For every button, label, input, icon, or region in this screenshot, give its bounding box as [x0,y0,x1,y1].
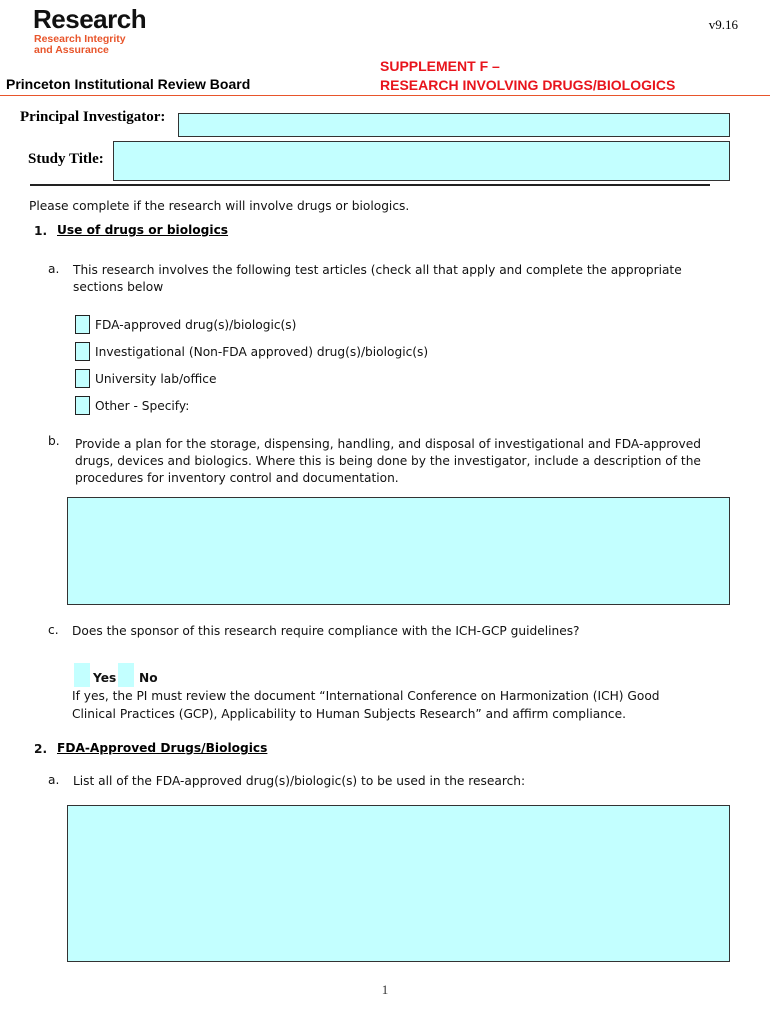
item-1a-text-line2: sections below [73,280,164,294]
section1-heading: Use of drugs or biologics [57,223,229,237]
option-investigational: Investigational (Non-FDA approved) drug(s)/biologic(s) [95,345,429,359]
storage-plan-textarea[interactable] [67,497,730,605]
board-name: Princeton Institutional Review Board [6,76,251,92]
option-fda-approved: FDA-approved drug(s)/biologic(s) [95,318,297,332]
logo-subtitle-line1: Research Integrity [34,33,126,45]
fda-drugs-textarea[interactable] [67,805,730,962]
pi-label: Principal Investigator: [20,109,166,125]
ich-note-line2: Clinical Practices (GCP), Applicability to Human Subjects Research” and affirm compliance. [72,707,627,721]
item-1a-marker: a. [48,262,60,276]
study-title-label: Study Title: [28,151,104,167]
item-1a-text-line1: This research involves the following test articles (check all that apply and complete the appropriate [73,263,682,277]
checkbox-investigational[interactable] [75,342,90,361]
checkbox-university-lab[interactable] [75,369,90,388]
logo-subtitle-line2: and Assurance [34,44,109,56]
item-1c-question: Does the sponsor of this research require compliance with the ICH-GCP guidelines? [72,624,580,638]
checkbox-other[interactable] [75,396,90,415]
intro-text: Please complete if the research will involve drugs or biologics. [29,199,410,213]
supplement-title-line2: RESEARCH INVOLVING DRUGS/BIOLOGICS [380,77,676,93]
item-1b-text-line1: Provide a plan for the storage, dispensing, handling, and disposal of investigational and FDA-approved [75,437,701,451]
study-title-input[interactable] [113,141,730,181]
header-divider [0,95,770,96]
no-checkbox[interactable] [118,663,134,687]
item-2a-marker: a. [48,773,60,787]
page-number: 1 [381,982,389,997]
pi-input[interactable] [178,113,730,137]
ich-note-line1: If yes, the PI must review the document “International Conference on Harmonization (ICH) Good [72,689,660,703]
checkbox-fda-approved[interactable] [75,315,90,334]
section1-number: 1. [34,224,48,238]
item-1b-text-line2: drugs, devices and biologics. Where this is being done by the investigator, include a description of the [75,454,701,468]
no-label: No [139,671,158,685]
logo-title: Research [33,4,147,34]
section2-number: 2. [34,742,48,756]
yes-label: Yes [93,671,117,685]
section2-heading: FDA-Approved Drugs/Biologics [57,741,268,755]
option-other: Other - Specify: [95,399,190,413]
item-1c-marker: c. [48,623,59,637]
option-university-lab: University lab/office [95,372,217,386]
section-separator [30,184,710,186]
item-2a-text: List all of the FDA-approved drug(s)/biologic(s) to be used in the research: [73,774,526,788]
item-1b-marker: b. [48,434,60,448]
supplement-title-line1: SUPPLEMENT F – [380,58,500,74]
version-label: v9.16 [708,17,738,32]
yes-checkbox[interactable] [74,663,90,687]
item-1b-text-line3: procedures for inventory control and documentation. [75,471,399,485]
